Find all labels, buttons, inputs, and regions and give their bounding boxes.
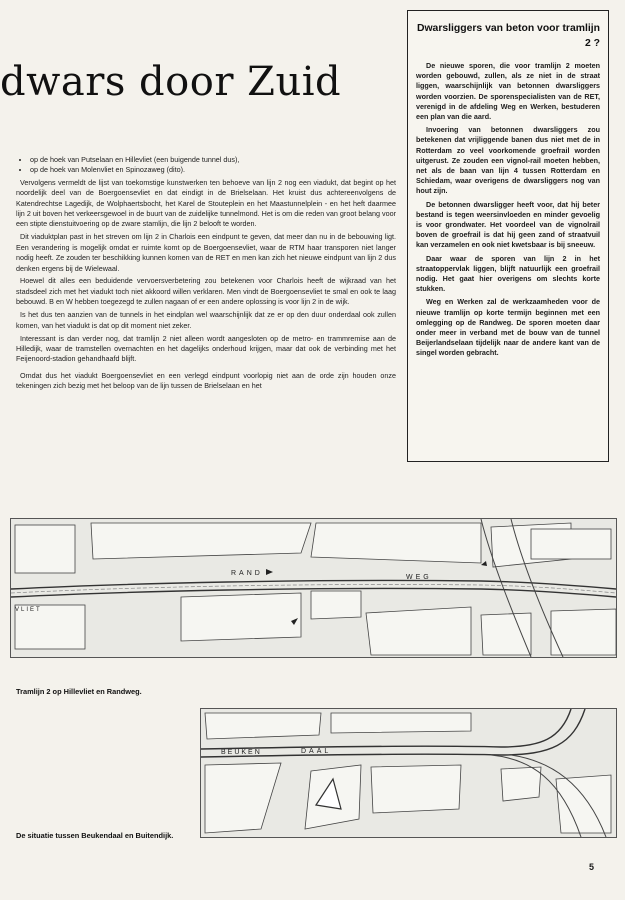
map2-label: BEUKEN — [221, 749, 262, 756]
map1-label: VLIET — [15, 607, 42, 613]
map-drawing — [11, 519, 616, 657]
sidebar-paragraph: Weg en Werken zal de werkzaamheden voor de nieuwe tramlijn op korte termijn beginnen met een omlegging op de Randweg. De sporen moeten daar onder meer in verband met de bouw van de tunnel Beijerlandselaan tijdelijk naar de andere kant van de singel worden gebracht. — [416, 297, 600, 358]
bullet-list — [16, 155, 396, 176]
map2-label: DAAL — [301, 748, 332, 755]
article-headline: dwars door Zuid — [0, 62, 342, 102]
body-paragraph: Is het dus ten aanzien van de tunnels in het eindplan wel waarschijnlijk dat ze er op den duur onderdaal ook zullen komen, van het viadukt is dat op dit moment niet zeker. — [16, 310, 396, 330]
sidebar-paragraph: De nieuwe sporen, die voor tramlijn 2 moeten worden gebouwd, zullen, als ze niet in de straat liggen, waarschijnlijk van betonnen dwarsliggers worden voorzien. De sporenspecialisten van de RET, verenigd in de afdeling Weg en Werken, bestuderen een plan van die aard. — [416, 61, 600, 122]
sidebar-paragraph: De betonnen dwarsligger heeft voor, dat hij beter bestand is tegen weersinvloeden en minder gevoelig is voor grondwater. Het voordeel van de vignolrail boven de groefrail is dat hij geen zand of straatvuil kan verzamelen en ook niet kwetsbaar is bij sneeuw. — [416, 199, 600, 250]
map1-label: WEG — [406, 574, 432, 581]
map-beukendaal-buitendijk — [200, 708, 617, 838]
body-paragraph: Omdat dus het viadukt Boergoensevliet en een verlegd eindpunt voorlopig niet aan de orde zijn houden onze tekeningen zich bezig met het beloop van de lijn tussen de Brielselaan en het — [16, 370, 396, 391]
sidebar-paragraph: Invoering van betonnen dwarsliggers zou betekenen dat vrijliggende banen dus niet met de in Rotterdam zo veel voorkomende groefrail worden uitgerust. Ze zouden een vignol-rail moeten hebben, net als de baan van lijn 4 tussen Rotterdam en Schiedam, waar overigens de dwarsliggers nog van hout zijn. — [416, 125, 600, 196]
map2-caption: De situatie tussen Beukendaal en Buitendijk. — [16, 831, 174, 840]
sidebar-box — [407, 10, 609, 462]
map-drawing — [201, 709, 616, 837]
page-number: 5 — [589, 862, 595, 872]
sidebar-title: Dwarsliggers van beton voor tramlijn 2 ? — [416, 23, 600, 49]
sidebar-paragraph: Daar waar de sporen van lijn 2 in het straatoppervlak liggen, blijft natuurlijk een groefrail nodig. Het gaat hier overigens om slechts korte stukken. — [416, 253, 600, 294]
map1-caption: Tramlijn 2 op Hillevliet en Randweg. — [16, 687, 142, 696]
bullet-item: • op de hoek van Putselaan en Hillevliet (een buigende tunnel dus), — [30, 155, 396, 165]
map-hillevliet-randweg — [10, 518, 617, 658]
body-paragraph: Interessant is dan verder nog, dat tramlijn 2 niet alleen wordt aangesloten op de metro- en trammremise aan de Hilledijk, waar de tramstellen overnachten en het dagelijks onderhoud krijgen, maar dat ook de verbinding met het Feijenoord-stadion gehandhaafd blijft. — [16, 333, 396, 364]
body-paragraph: Vervolgens vermeldt de lijst van toekomstige kunstwerken ten behoeve van lijn 2 nog een viadukt, dat begint op het noordelijk deel van de Boergoensevliet en dat eindigt in de Brielselaan. Het kruist dus achtereenvolgens de Katendrechtse Lagedijk, de Wolphaertsbocht, het Karel de Stouteplein en het Maastunnelplein - en het heft daarmee lijn 2 uit boven het verkeersgewoel in de buurt van de zuidelijke tunnelmond. Het is om die reden van groot belang voor een stipte dienstuitvoering op de zware stamlijn, die lijn 2 belooft te worden. — [16, 177, 396, 229]
body-paragraph: Hoewel dit alles een beduidende vervoersverbetering zou betekenen voor Charlois heeft de wijkraad van het stadsdeel zich met het viadukt toch niet akkoord willen verklaren. Men vindt de Boergoensevliet te smal en ook te laag bebouwd. B en W hebben toegezegd te zullen nagaan of er een andere oplossing is voor lijn 2 in de wijk. — [16, 276, 396, 307]
map1-label: RAND — [231, 570, 263, 577]
body-paragraph: Dit viaduktplan past in het streven om lijn 2 in Charlois een eindpunt te geven, dat meer dan nu in de bebouwing ligt. Een verandering is mogelijk omdat er ruimte komt op de Boergoensevliet, waar de RTM haar transporen niet langer nodig heeft. Ze zouden ter beschikking kunnen komen van de RET en men kan zich het nieuwe eindpunt van lijn 2 dus denken ergens bij de Wielewaal. — [16, 232, 396, 273]
bullet-item: • op de hoek van Molenvliet en Spinozaweg (dito). — [30, 165, 396, 175]
article-body — [16, 155, 396, 394]
